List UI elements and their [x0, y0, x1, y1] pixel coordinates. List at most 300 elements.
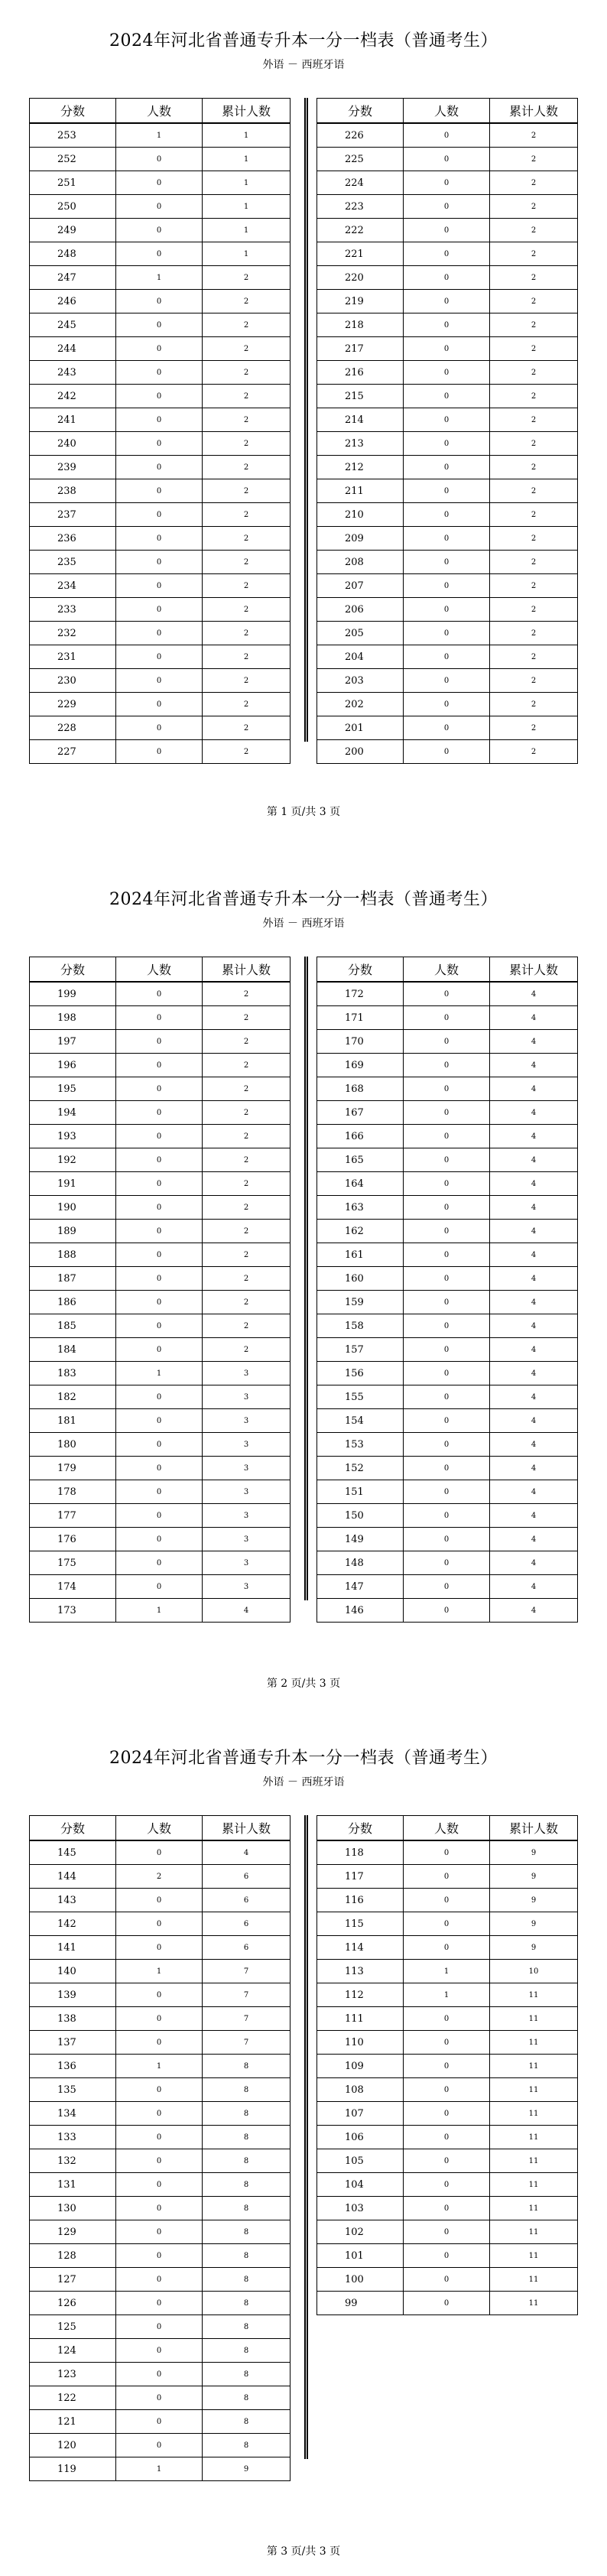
cell-cumulative: 2 [490, 290, 578, 313]
cell-cumulative: 9 [490, 1865, 578, 1889]
cell-score: 205 [317, 622, 404, 645]
cell-count: 1 [116, 1599, 203, 1623]
cell-cumulative: 11 [490, 2244, 578, 2268]
cell-cumulative: 4 [490, 1457, 578, 1480]
cell-count: 0 [404, 313, 490, 337]
cell-score: 115 [317, 1912, 404, 1936]
table-row [30, 1575, 291, 1599]
cell-score: 220 [317, 266, 404, 290]
cell-cumulative: 2 [490, 385, 578, 408]
cell-score: 133 [30, 2126, 116, 2149]
cell-count: 0 [404, 1457, 490, 1480]
cell-cumulative: 2 [490, 551, 578, 574]
table-header-row [317, 1816, 578, 1841]
cell-count: 0 [116, 1291, 203, 1314]
table-row [317, 2268, 578, 2292]
cell-count: 0 [404, 1599, 490, 1623]
cell-count: 0 [404, 408, 490, 432]
cell-cumulative: 2 [490, 171, 578, 195]
cell-score: 248 [30, 242, 116, 266]
table-row [317, 148, 578, 171]
table-row [317, 598, 578, 622]
cell-count: 0 [404, 1101, 490, 1125]
cell-count: 0 [116, 2315, 203, 2339]
score-table-right [316, 1815, 578, 2315]
cell-count: 0 [404, 693, 490, 716]
cell-cumulative: 4 [490, 1480, 578, 1504]
cell-cumulative: 8 [203, 2220, 291, 2244]
cell-score: 184 [30, 1338, 116, 1362]
cell-count: 0 [404, 2220, 490, 2244]
table-row [317, 337, 578, 361]
table-header-row [317, 957, 578, 983]
table-row [30, 2173, 291, 2197]
table-row [317, 2031, 578, 2055]
cell-count: 0 [116, 1504, 203, 1528]
table-row [30, 1267, 291, 1291]
table-row [30, 2055, 291, 2078]
cell-count: 0 [116, 645, 203, 669]
cell-cumulative: 2 [490, 527, 578, 551]
cell-cumulative: 11 [490, 2220, 578, 2244]
cell-cumulative: 4 [490, 1433, 578, 1457]
cell-cumulative: 2 [203, 1314, 291, 1338]
cell-cumulative: 3 [203, 1575, 291, 1599]
cell-cumulative: 2 [203, 290, 291, 313]
cell-cumulative: 2 [490, 622, 578, 645]
cell-cumulative: 9 [490, 1840, 578, 1865]
cell-cumulative: 3 [203, 1504, 291, 1528]
table-row [30, 2292, 291, 2315]
header-cumulative: 累计人数 [203, 1816, 291, 1841]
header-cumulative: 累计人数 [203, 99, 291, 124]
cell-count: 0 [116, 2434, 203, 2457]
score-table-right [316, 957, 578, 1623]
cell-cumulative: 2 [203, 1196, 291, 1220]
cell-score: 148 [317, 1551, 404, 1575]
cell-cumulative: 2 [203, 622, 291, 645]
cell-score: 123 [30, 2363, 116, 2386]
cell-count: 0 [404, 1148, 490, 1172]
table-row [317, 1385, 578, 1409]
cell-cumulative: 2 [490, 432, 578, 456]
cell-cumulative: 2 [490, 503, 578, 527]
page-subtitle: 外语 － 西班牙语 [262, 1776, 345, 1788]
table-row [317, 219, 578, 242]
cell-count: 0 [404, 1575, 490, 1599]
cell-count: 0 [404, 1267, 490, 1291]
cell-cumulative: 2 [203, 432, 291, 456]
cell-cumulative: 2 [203, 337, 291, 361]
cell-count: 0 [404, 1077, 490, 1101]
table-row [30, 1936, 291, 1960]
cell-cumulative: 2 [203, 479, 291, 503]
cell-score: 160 [317, 1267, 404, 1291]
cell-cumulative: 2 [490, 266, 578, 290]
cell-cumulative: 6 [203, 1889, 291, 1912]
cell-score: 174 [30, 1575, 116, 1599]
cell-count: 0 [404, 1840, 490, 1865]
cell-cumulative: 2 [203, 1220, 291, 1243]
table-row [30, 693, 291, 716]
table-row [30, 2386, 291, 2410]
cell-score: 141 [30, 1936, 116, 1960]
table-row [30, 2410, 291, 2434]
cell-count: 0 [116, 622, 203, 645]
table-row [317, 1865, 578, 1889]
cell-count: 0 [116, 171, 203, 195]
cell-score: 211 [317, 479, 404, 503]
cell-count: 0 [404, 622, 490, 645]
table-row [317, 1125, 578, 1148]
table-row [30, 2102, 291, 2126]
table-row [317, 361, 578, 385]
cell-cumulative: 3 [203, 1457, 291, 1480]
cell-score: 142 [30, 1912, 116, 1936]
cell-count: 1 [116, 1960, 203, 1983]
table-row [30, 503, 291, 527]
cell-count: 0 [116, 1983, 203, 2007]
table-row [30, 456, 291, 479]
cell-cumulative: 8 [203, 2197, 291, 2220]
page-title: 2024年河北省普通专升本一分一档表（普通考生） [109, 1749, 498, 1768]
cell-count: 0 [404, 290, 490, 313]
table-row [30, 2315, 291, 2339]
cell-score: 101 [317, 2244, 404, 2268]
cell-score: 214 [317, 408, 404, 432]
table-row [30, 2149, 291, 2173]
cell-score: 182 [30, 1385, 116, 1409]
cell-score: 108 [317, 2078, 404, 2102]
cell-cumulative: 2 [203, 574, 291, 598]
cell-score: 204 [317, 645, 404, 669]
page [0, 859, 607, 1717]
cell-cumulative: 6 [203, 1936, 291, 1960]
cell-cumulative: 4 [203, 1599, 291, 1623]
cell-score: 224 [317, 171, 404, 195]
cell-cumulative: 11 [490, 2197, 578, 2220]
cell-cumulative: 4 [203, 1840, 291, 1865]
page-footer: 第 1 页/共 3 页 [266, 806, 341, 818]
cell-score: 124 [30, 2339, 116, 2363]
cell-count: 0 [116, 456, 203, 479]
cell-count: 0 [116, 2363, 203, 2386]
cell-count: 0 [116, 408, 203, 432]
cell-score: 188 [30, 1243, 116, 1267]
cell-cumulative: 4 [490, 1148, 578, 1172]
cell-score: 120 [30, 2434, 116, 2457]
cell-cumulative: 2 [203, 716, 291, 740]
cell-cumulative: 2 [490, 123, 578, 148]
cell-count: 0 [116, 1889, 203, 1912]
table-header-row [30, 1816, 291, 1841]
cell-score: 213 [317, 432, 404, 456]
table-row [317, 1101, 578, 1125]
cell-cumulative: 3 [203, 1480, 291, 1504]
table-row [317, 1889, 578, 1912]
cell-score: 107 [317, 2102, 404, 2126]
table-row [317, 242, 578, 266]
cell-cumulative: 11 [490, 2268, 578, 2292]
cell-cumulative: 2 [203, 551, 291, 574]
cell-count: 0 [116, 740, 203, 764]
cell-cumulative: 11 [490, 2173, 578, 2197]
cell-score: 230 [30, 669, 116, 693]
table-row [317, 1936, 578, 1960]
cell-cumulative: 4 [490, 1385, 578, 1409]
table-row [30, 2126, 291, 2149]
cell-score: 161 [317, 1243, 404, 1267]
cell-cumulative: 2 [203, 503, 291, 527]
cell-score: 218 [317, 313, 404, 337]
table-row [30, 1291, 291, 1314]
cell-cumulative: 4 [490, 1220, 578, 1243]
table-row [317, 669, 578, 693]
table-row [317, 408, 578, 432]
cell-cumulative: 4 [490, 1125, 578, 1148]
cell-score: 117 [317, 1865, 404, 1889]
table-row [317, 622, 578, 645]
table-row [317, 1912, 578, 1936]
cell-score: 216 [317, 361, 404, 385]
cell-count: 0 [116, 2149, 203, 2173]
cell-count: 0 [116, 693, 203, 716]
cell-count: 0 [116, 313, 203, 337]
cell-score: 102 [317, 2220, 404, 2244]
cell-count: 0 [404, 1385, 490, 1409]
table-row [30, 1243, 291, 1267]
table-row [317, 1409, 578, 1433]
cell-score: 109 [317, 2055, 404, 2078]
cell-cumulative: 9 [203, 2457, 291, 2481]
cell-score: 225 [317, 148, 404, 171]
cell-score: 193 [30, 1125, 116, 1148]
cell-count: 0 [116, 2386, 203, 2410]
cell-score: 185 [30, 1314, 116, 1338]
cell-count: 0 [404, 171, 490, 195]
table-row [30, 574, 291, 598]
table-row [30, 2457, 291, 2481]
table-row [317, 1030, 578, 1054]
cell-cumulative: 2 [490, 337, 578, 361]
cell-count: 0 [404, 456, 490, 479]
cell-cumulative: 4 [490, 1551, 578, 1575]
table-row [317, 456, 578, 479]
cell-count: 0 [404, 148, 490, 171]
cell-count: 0 [404, 1196, 490, 1220]
cell-cumulative: 8 [203, 2055, 291, 2078]
cell-cumulative: 2 [203, 1030, 291, 1054]
cell-score: 169 [317, 1054, 404, 1077]
cell-score: 217 [317, 337, 404, 361]
cell-count: 0 [404, 574, 490, 598]
cell-cumulative: 7 [203, 2007, 291, 2031]
cell-score: 170 [317, 1030, 404, 1054]
cell-count: 0 [404, 2126, 490, 2149]
table-row [30, 2339, 291, 2363]
cell-score: 194 [30, 1101, 116, 1125]
cell-cumulative: 4 [490, 1101, 578, 1125]
cell-cumulative: 8 [203, 2292, 291, 2315]
table-row [30, 219, 291, 242]
cell-cumulative: 11 [490, 2149, 578, 2173]
table-row [317, 266, 578, 290]
cell-count: 0 [404, 432, 490, 456]
cell-score: 189 [30, 1220, 116, 1243]
table-row [30, 1220, 291, 1243]
cell-count: 0 [404, 385, 490, 408]
cell-count: 1 [404, 1960, 490, 1983]
cell-cumulative: 2 [203, 669, 291, 693]
cell-score: 198 [30, 1006, 116, 1030]
score-table-right [316, 98, 578, 764]
table-row [30, 1006, 291, 1030]
cell-score: 176 [30, 1528, 116, 1551]
cell-cumulative: 11 [490, 2102, 578, 2126]
cell-cumulative: 1 [203, 171, 291, 195]
cell-cumulative: 8 [203, 2410, 291, 2434]
cell-cumulative: 2 [203, 693, 291, 716]
cell-cumulative: 2 [203, 1006, 291, 1030]
cell-cumulative: 4 [490, 982, 578, 1006]
cell-score: 236 [30, 527, 116, 551]
cell-count: 0 [116, 219, 203, 242]
cell-cumulative: 2 [490, 574, 578, 598]
cell-cumulative: 2 [203, 982, 291, 1006]
cell-cumulative: 3 [203, 1528, 291, 1551]
cell-score: 201 [317, 716, 404, 740]
cell-score: 155 [317, 1385, 404, 1409]
cell-count: 0 [404, 195, 490, 219]
cell-score: 134 [30, 2102, 116, 2126]
cell-cumulative: 6 [203, 1865, 291, 1889]
table-row [30, 1480, 291, 1504]
cell-score: 212 [317, 456, 404, 479]
page-title: 2024年河北省普通专升本一分一档表（普通考生） [109, 31, 498, 50]
table-row [30, 716, 291, 740]
cell-cumulative: 2 [203, 645, 291, 669]
cell-cumulative: 8 [203, 2126, 291, 2149]
cell-count: 0 [116, 1457, 203, 1480]
table-row [317, 1220, 578, 1243]
cell-count: 0 [116, 290, 203, 313]
cell-score: 122 [30, 2386, 116, 2410]
table-row [30, 2078, 291, 2102]
table-row [30, 2007, 291, 2031]
cell-score: 157 [317, 1338, 404, 1362]
cell-score: 237 [30, 503, 116, 527]
cell-cumulative: 4 [490, 1599, 578, 1623]
table-row [317, 2078, 578, 2102]
cell-count: 1 [116, 266, 203, 290]
cell-score: 223 [317, 195, 404, 219]
cell-score: 105 [317, 2149, 404, 2173]
cell-cumulative: 11 [490, 2292, 578, 2315]
cell-score: 100 [317, 2268, 404, 2292]
column-divider [304, 957, 308, 1600]
table-row [317, 2244, 578, 2268]
cell-cumulative: 4 [490, 1243, 578, 1267]
table-row [317, 1077, 578, 1101]
table-row [30, 598, 291, 622]
table-row [30, 1196, 291, 1220]
header-cumulative: 累计人数 [490, 99, 578, 124]
cell-count: 0 [404, 2102, 490, 2126]
cell-cumulative: 3 [203, 1409, 291, 1433]
cell-score: 114 [317, 1936, 404, 1960]
cell-score: 178 [30, 1480, 116, 1504]
cell-cumulative: 2 [490, 598, 578, 622]
cell-count: 0 [404, 503, 490, 527]
table-row [30, 622, 291, 645]
table-row [317, 574, 578, 598]
cell-score: 149 [317, 1528, 404, 1551]
table-row [317, 479, 578, 503]
table-row [317, 432, 578, 456]
table-row [317, 2173, 578, 2197]
cell-cumulative: 11 [490, 2031, 578, 2055]
cell-cumulative: 2 [203, 1291, 291, 1314]
cell-cumulative: 11 [490, 1983, 578, 2007]
cell-count: 0 [116, 669, 203, 693]
cell-score: 126 [30, 2292, 116, 2315]
cell-count: 0 [116, 2244, 203, 2268]
table-row [317, 313, 578, 337]
cell-cumulative: 2 [203, 1172, 291, 1196]
cell-count: 0 [116, 574, 203, 598]
table-row [317, 290, 578, 313]
cell-score: 191 [30, 1172, 116, 1196]
cell-score: 172 [317, 982, 404, 1006]
table-row [30, 527, 291, 551]
cell-count: 0 [116, 1220, 203, 1243]
cell-score: 116 [317, 1889, 404, 1912]
table-row [317, 740, 578, 764]
cell-score: 145 [30, 1840, 116, 1865]
table-row [30, 1125, 291, 1148]
cell-score: 238 [30, 479, 116, 503]
table-row [30, 1504, 291, 1528]
cell-score: 183 [30, 1362, 116, 1385]
cell-score: 241 [30, 408, 116, 432]
cell-score: 180 [30, 1433, 116, 1457]
cell-cumulative: 3 [203, 1551, 291, 1575]
cell-score: 146 [317, 1599, 404, 1623]
cell-cumulative: 4 [490, 1077, 578, 1101]
cell-count: 0 [404, 716, 490, 740]
cell-score: 234 [30, 574, 116, 598]
header-count: 人数 [404, 99, 490, 124]
cell-score: 166 [317, 1125, 404, 1148]
cell-count: 0 [116, 2410, 203, 2434]
table-row [317, 1457, 578, 1480]
cell-count: 1 [116, 1362, 203, 1385]
cell-count: 0 [404, 740, 490, 764]
header-count: 人数 [116, 1816, 203, 1841]
table-row [30, 1983, 291, 2007]
cell-count: 0 [404, 1220, 490, 1243]
cell-score: 177 [30, 1504, 116, 1528]
cell-cumulative: 9 [490, 1936, 578, 1960]
table-row [317, 1314, 578, 1338]
cell-cumulative: 1 [203, 242, 291, 266]
cell-count: 0 [116, 2126, 203, 2149]
table-row [317, 2292, 578, 2315]
cell-count: 0 [404, 1936, 490, 1960]
cell-count: 0 [116, 1267, 203, 1291]
cell-count: 0 [404, 1889, 490, 1912]
cell-count: 0 [404, 1125, 490, 1148]
